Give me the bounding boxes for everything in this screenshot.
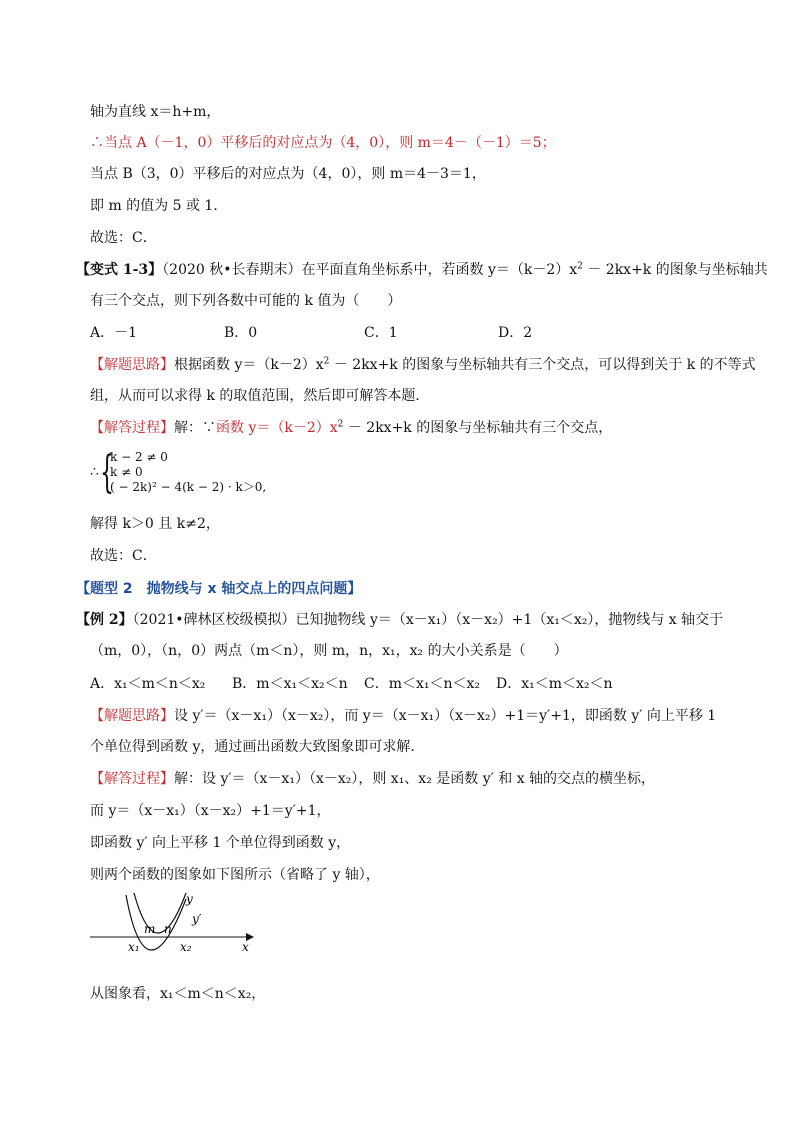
variant-question-line2: 有三个交点，则下列各数中可能的 k 值为（ ） — [90, 293, 402, 309]
idea-line2: 个单位得到函数 y，通过画出函数大致图象即可求解． — [90, 739, 425, 755]
label-x1: x₁ — [128, 940, 140, 954]
left-brace: { — [100, 447, 114, 498]
process-tag: 【解答过程】 — [90, 771, 174, 787]
option-a: A．x₁＜m＜n＜x₂ — [90, 676, 206, 692]
process-line3: 即函数 y′ 向上平移 1 个单位得到函数 y， — [90, 835, 351, 851]
option-d: D．x₁＜m＜x₂＜n — [496, 676, 613, 692]
idea-line1: 【解题思路】设 y′＝（x－x₁）（x－x₂），而 y＝（x－x₁）（x－x₂）+1＝y′+1，即函数 y′ 向上平移 1 — [90, 708, 717, 724]
idea-line1: 【解题思路】根据函数 $y=(k-2)x^2 - 2kx+k$ 的图象与坐标轴共有三个交点，可以得到关于 k 的不等式 — [90, 356, 756, 373]
process-line1: 【解答过程】解：设 y′＝（x－x₁）（x－x₂），则 x₁、x₂ 是函数 y′ 和 x 轴的交点的横坐标， — [90, 771, 656, 787]
text-line: 当点 B（3，0）平移后的对应点为（4，0），则 m＝4－3＝1， — [90, 166, 486, 182]
text-line: ∴当点 A（－1，0）平移后的对应点为（4，0），则 m＝4－（－1）＝5； — [90, 135, 556, 151]
option-b: B．m＜x₁＜x₂＜n — [232, 676, 348, 692]
example-question-line2: （m，0），（n，0）两点（m＜n），则 m，n，x₁，x₂ 的大小关系是（ ） — [90, 643, 568, 659]
label-x: x — [242, 940, 249, 954]
parabola-y — [134, 893, 186, 933]
idea-line2: 组，从而可以求得 k 的取值范围，然后即可解答本题． — [90, 388, 430, 404]
section-heading: 【题型 2 抛物线与 x 轴交点上的四点问题】 — [76, 581, 362, 597]
text-line: 轴为直线 x＝h+m， — [90, 104, 221, 120]
text-line: 故选：C． — [90, 230, 157, 246]
parabola-figure — [88, 885, 258, 975]
label-y: y — [186, 892, 193, 906]
idea-tag: 【解题思路】 — [90, 357, 174, 373]
label-m: m — [144, 922, 156, 936]
variant-question-line1: 【变式 1-3】（2020 秋•长春期末）在平面直角坐标系中，若函数 $y=(k-2)x^2 - 2kx+k$ 的图象与坐标轴共 — [76, 261, 768, 278]
option-b: B．0 — [224, 325, 258, 341]
solution-line: 解得 k＞0 且 k≠2， — [90, 516, 220, 532]
option-a: A．－1 — [90, 325, 138, 341]
option-d: D．2 — [498, 325, 533, 341]
process-line4: 则两个函数的图象如下图所示（省略了 y 轴）， — [90, 867, 380, 883]
label-n: n — [164, 922, 172, 936]
idea-tag: 【解题思路】 — [90, 708, 174, 724]
example-question-line1: 【例 2】（2021•碑林区校级模拟）已知抛物线 y＝（x－x₁）（x－x₂）+1（x₁＜x₂），抛物线与 x 轴交于 — [76, 612, 724, 628]
variant-tag: 【变式 1-3】 — [76, 262, 163, 278]
conclusion-line: 从图象看，x₁＜m＜n＜x₂， — [90, 986, 266, 1002]
system-row: ( − 2k)² − 4(k − 2) · k＞0, — [110, 480, 267, 494]
system-row: k − 2 ≠ 0 — [110, 450, 168, 464]
label-x2: x₂ — [180, 940, 192, 954]
example-tag: 【例 2】 — [76, 612, 133, 628]
answer-line: 故选：C． — [90, 548, 157, 564]
option-c: C．m＜x₁＜n＜x₂ — [364, 676, 481, 692]
process-line2: 而 y＝（x－x₁）（x－x₂）+1＝y′+1， — [90, 803, 331, 819]
document-page: 轴为直线 x＝h+m， ∴当点 A（－1，0）平移后的对应点为（4，0），则 m＝4－（－1）＝5； 当点 B（3，0）平移后的对应点为（4，0），则 m＝4－3＝1， 即 m 的值为 5 或 1． 故选：C． 【变式 1-3】（2020 秋•长春期末）在平面直角坐标系中，若函数 $y=(k-2)x^2 - 2kx+k$ 的图象与坐标轴共 有三个交点，则下列各数中可能的 k 值为（ ） A．－1 B．0 C．1 D．2 【解题思路】根据函数 $y=(k-2)x^2 - 2kx+k$ 的图象与坐标轴共有三个交点，可以得到关于 k 的不等式 组，从而可以求得 k 的取值范围，然后即可解答本题． 【解答过程】解：∵函数 $y=(k-2)x^2 - 2kx+k$ 的图象与坐标轴共有三个交点， ∴ { k − 2 ≠ 0 k ≠ 0 ( − 2k)² − 4(k − 2) · k＞0, 解得 k＞0 且 k≠2， 故选：C． 【题型 2 抛物线与 x 轴交点上的四点问题】 【例 2】（2021•碑林区校级模拟）已知抛物线 y＝（x－x₁）（x－x₂）+1（x₁＜x₂），抛物线与 x 轴交于 （m，0），（n，0）两点（m＜n），则 m，n，x₁，x₂ 的大小关系是（ ） A．x₁＜m＜n＜x₂ B．m＜x₁＜x₂＜n C．m＜x₁＜n＜x₂ D．x₁＜m＜x₂＜n 【解题思路】设 y′＝（x－x₁）（x－x₂），而 y＝（x－x₁）（x－x₂）+1＝y′+1，即函数 y′ 向上平移 1 个单位得到函数 y，通过画出函数大致图象即可求解． 【解答过程】解：设 y′＝（x－x₁）（x－x₂），则 x₁、x₂ 是函数 y′ 和 x 轴的交点的横坐标， 而 y＝（x－x₁）（x－x₂）+1＝y′+1， 即函数 y′ 向上平移 1 个单位得到函数 y， 则两个函数的图象如下图所示（省略了 y 轴）， y y′ m n x₁ x₂ x 从图象看，x₁＜m＜n＜x₂， — [76, 104, 768, 1002]
system-row: k ≠ 0 — [110, 465, 143, 479]
process-tag: 【解答过程】 — [90, 420, 174, 436]
process-line1: 【解答过程】解：∵函数 $y=(k-2)x^2 - 2kx+k$ 的图象与坐标轴共有三个交点， — [90, 419, 613, 436]
label-y-prime: y′ — [192, 912, 202, 926]
text-line: 即 m 的值为 5 或 1． — [90, 198, 228, 214]
option-c: C．1 — [364, 325, 398, 341]
